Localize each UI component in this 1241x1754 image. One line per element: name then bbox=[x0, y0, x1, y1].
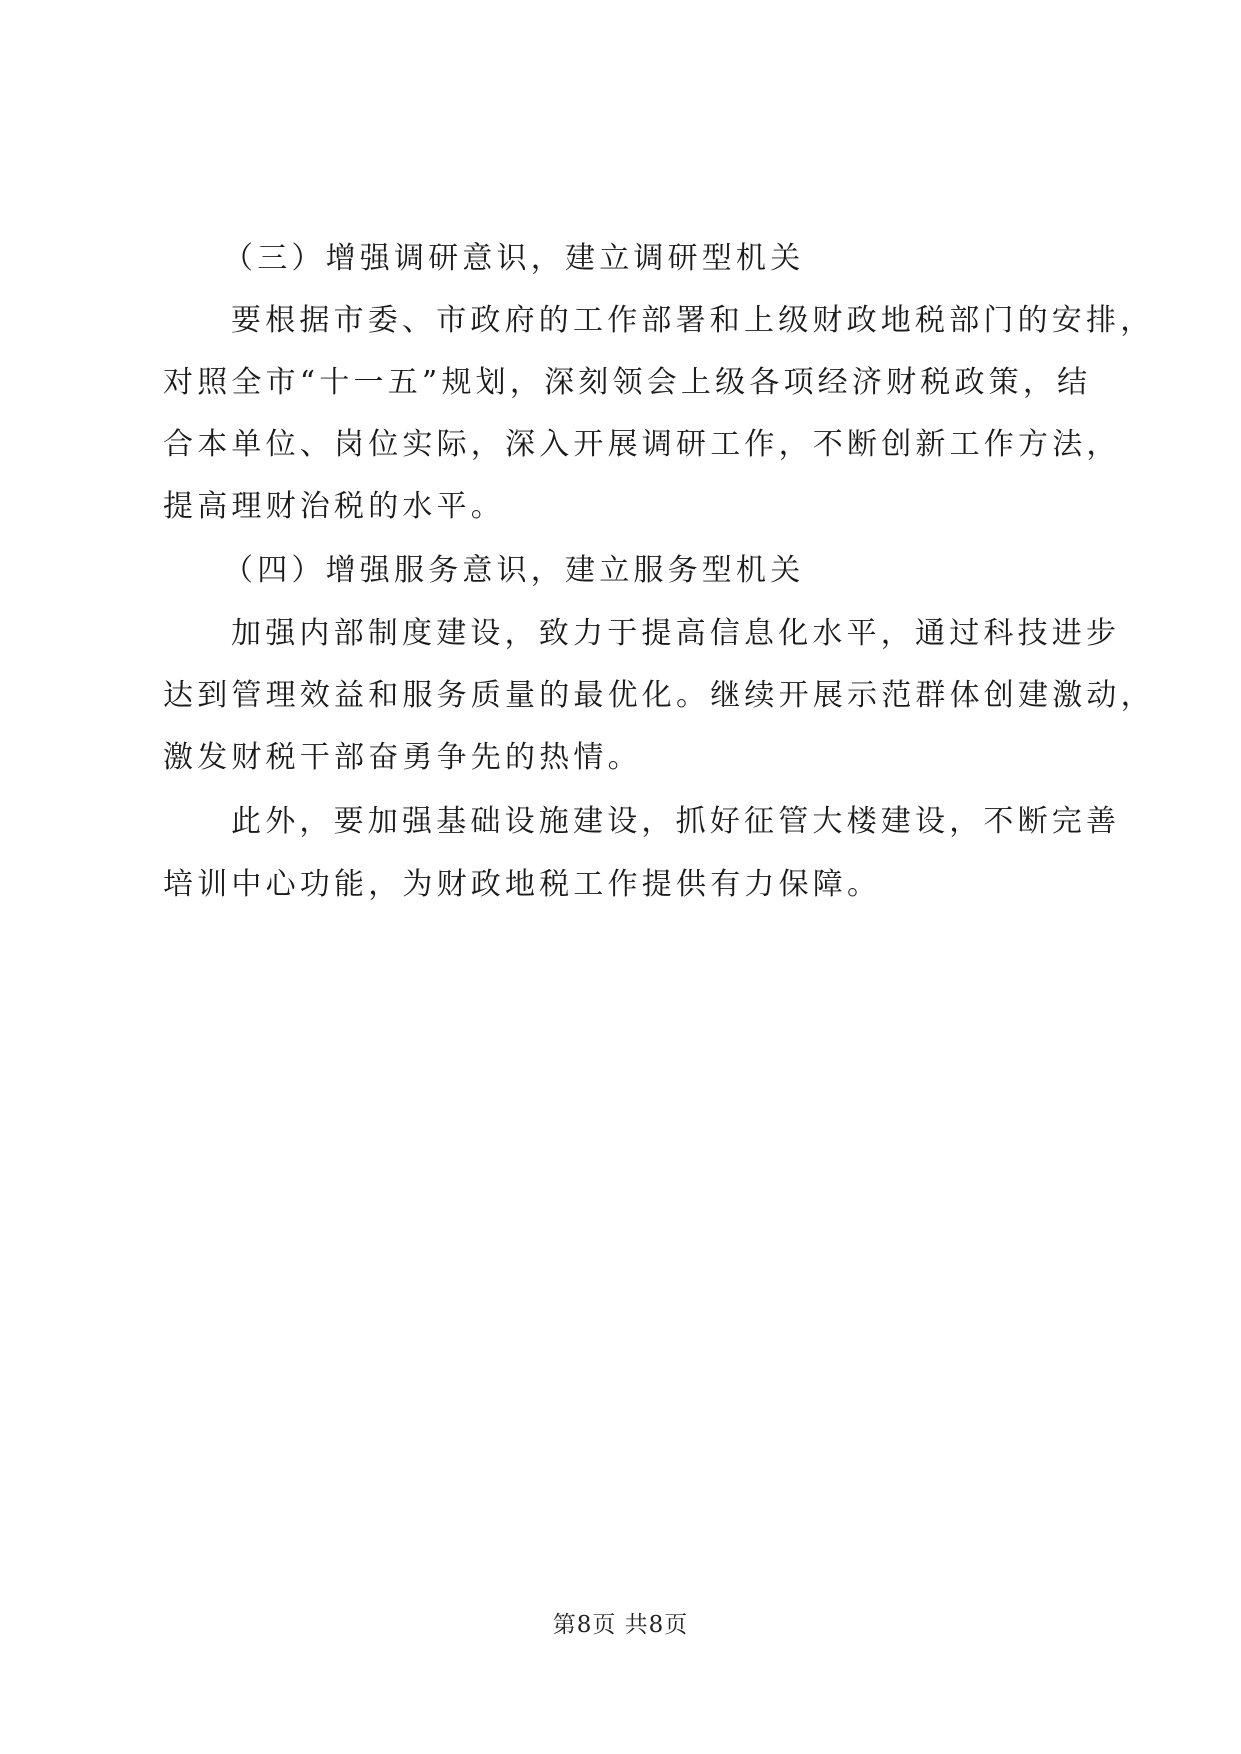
closing-paragraph bbox=[163, 789, 1123, 916]
section-four bbox=[163, 538, 1155, 789]
section-paragraph bbox=[163, 603, 1155, 789]
section-paragraph bbox=[163, 290, 1155, 538]
page-footer bbox=[0, 1610, 1241, 1640]
section-heading: （三）增强调研意识，建立调研型机关 bbox=[223, 241, 805, 276]
paragraph-line: 达到管理效益和服务质量的最优化。继续开展示范群体创建激动， bbox=[163, 678, 1155, 713]
page-number: 第8页 bbox=[552, 1612, 617, 1638]
paragraph-line: 加强内部制度建设，致力于提高信息化水平，通过科技进步 bbox=[231, 616, 1121, 651]
section-heading: （四）增强服务意识，建立服务型机关 bbox=[223, 553, 805, 588]
page-total: 共8页 bbox=[624, 1612, 689, 1638]
paragraph-line: 对照全市“十一五”规划，深刻领会上级各项经济财税政策，结 bbox=[163, 365, 1092, 400]
paragraph-line: 激发财税干部奋勇争先的热情。 bbox=[163, 740, 642, 775]
paragraph-line: 此外，要加强基础设施建设，抓好征管大楼建设，不断完善 bbox=[231, 804, 1121, 839]
paragraph-line: 要根据市委、市政府的工作部署和上级财政地税部门的安排， bbox=[231, 303, 1155, 338]
section-three bbox=[163, 228, 1155, 538]
paragraph-line: 提高理财治税的水平。 bbox=[163, 489, 505, 524]
paragraph-line: 培训中心功能，为财政地税工作提供有力保障。 bbox=[163, 867, 882, 902]
paragraph-line: 合本单位、岗位实际，深入开展调研工作，不断创新工作方法， bbox=[163, 427, 1121, 462]
document-body bbox=[163, 228, 1155, 916]
